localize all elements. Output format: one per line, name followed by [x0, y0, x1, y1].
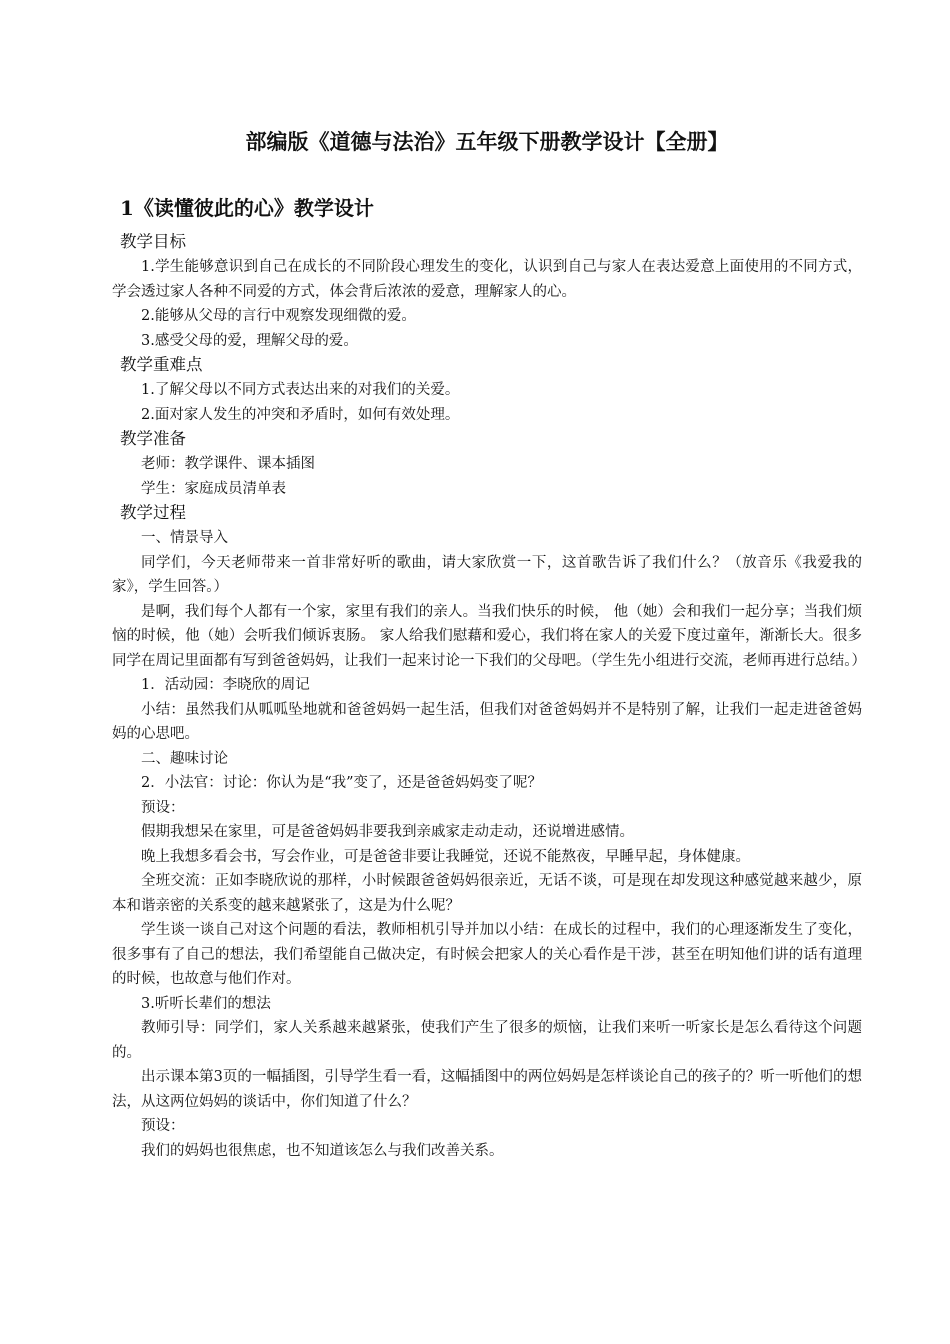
goal-paragraph: 2.能够从父母的言行中观察发现细微的爱。 [141, 308, 416, 324]
process-paragraph: 1．活动园：李晓欣的周记 [141, 677, 310, 693]
process-paragraph: 学生谈一谈自己对这个问题的看法，教师相机引导并加以小结：在成长的过程中，我们的心理逐渐发生了变化，很多事有了自己的想法，我们希望能自己做决定，有时候会把家人的关心看作是干涉，甚至在明知他们讲的话有道理的时候，也故意与他们作对。 [112, 922, 862, 987]
process-paragraph: 3.听听长辈们的想法 [141, 995, 271, 1012]
process-paragraph: 晚上我想多看会书，写会作业，可是爸爸非要让我睡觉，还说不能熬夜，早睡早起，身体健康。 [141, 848, 750, 865]
goals-heading: 教学目标 [120, 232, 186, 251]
process-paragraph: 2．小法官：讨论：你认为是“我”变了，还是爸爸妈妈变了呢？ [141, 775, 543, 791]
preparation-heading: 教学准备 [120, 429, 186, 448]
process-paragraph: 同学们，今天老师带来一首非常好听的歌曲，请大家欣赏一下，这首歌告诉了我们什么？（放音乐《我爱我的家》，学生回答。） [112, 554, 862, 595]
process-paragraph: 小结：虽然我们从呱呱坠地就和爸爸妈妈一起生活，但我们对爸爸妈妈并不是特别了解，让我们一起走进爸爸妈妈的心思吧。 [112, 701, 862, 742]
process-paragraph: 出示课本第3页的一幅插图，引导学生看一看，这幅插图中的两位妈妈是怎样谈论自己的孩子的？听一听他们的想法，从这两位妈妈的谈话中，你们知道了什么？ [112, 1069, 862, 1110]
process-paragraph: 是啊，我们每个人都有一个家，家里有我们的亲人。当我们快乐的时候， 他（她）会和我们一起分享；当我们烦恼的时候，他（她）会听我们倾诉衷肠。 家人给我们慰藉和爱心，我们将在家人的关爱下度过童年，渐渐长大。很多同学在周记里面都有写到爸爸妈妈，让我们一起来讨论一下我们的父母吧。（学生先小组进行交流，老师再进行总结。） [112, 603, 866, 669]
key-point-paragraph: 1.了解父母以不同方式表达出来的对我们的关爱。 [141, 382, 460, 398]
process-paragraph: 全班交流：正如李晓欣说的那样，小时候跟爸爸妈妈很亲近，无话不谈，可是现在却发现这种感觉越来越少，原本和谐亲密的关系变的越来越紧张了，这是为什么呢？ [112, 873, 862, 914]
key-points-heading: 教学重难点 [120, 355, 203, 374]
process-paragraph: 预设： [141, 1118, 185, 1134]
process-paragraph: 我们的妈妈也很焦虑，也不知道该怎么与我们改善关系。 [141, 1142, 504, 1159]
lesson-title: 1《读懂彼此的心》教学设计 [120, 196, 374, 220]
key-point-paragraph: 2.面对家人发生的冲突和矛盾时，如何有效处理。 [141, 406, 460, 423]
process-paragraph: 一、情景导入 [141, 530, 228, 546]
process-paragraph: 假期我想呆在家里，可是爸爸妈妈非要我到亲戚家走动走动，还说增进感情。 [141, 824, 634, 840]
process-paragraph: 教师引导：同学们，家人关系越来越紧张，使我们产生了很多的烦恼，让我们来听一听家长是怎么看待这个问题的。 [112, 1020, 862, 1061]
process-heading: 教学过程 [120, 503, 186, 522]
goal-paragraph: 3.感受父母的爱，理解父母的爱。 [141, 332, 358, 349]
process-paragraph: 预设： [141, 799, 185, 816]
preparation-paragraph: 老师：教学课件、课本插图 [141, 456, 315, 472]
goal-paragraph: 1.学生能够意识到自己在成长的不同阶段心理发生的变化，认识到自己与家人在表达爱意上面使用的不同方式，学会透过家人各种不同爱的方式，体会背后浓浓的爱意，理解家人的心。 [112, 259, 862, 300]
document-title: 部编版《道德与法治》五年级下册教学设计【全册】 [245, 129, 729, 154]
preparation-paragraph: 学生：家庭成员清单表 [141, 480, 286, 497]
process-paragraph: 二、趣味讨论 [141, 750, 228, 767]
